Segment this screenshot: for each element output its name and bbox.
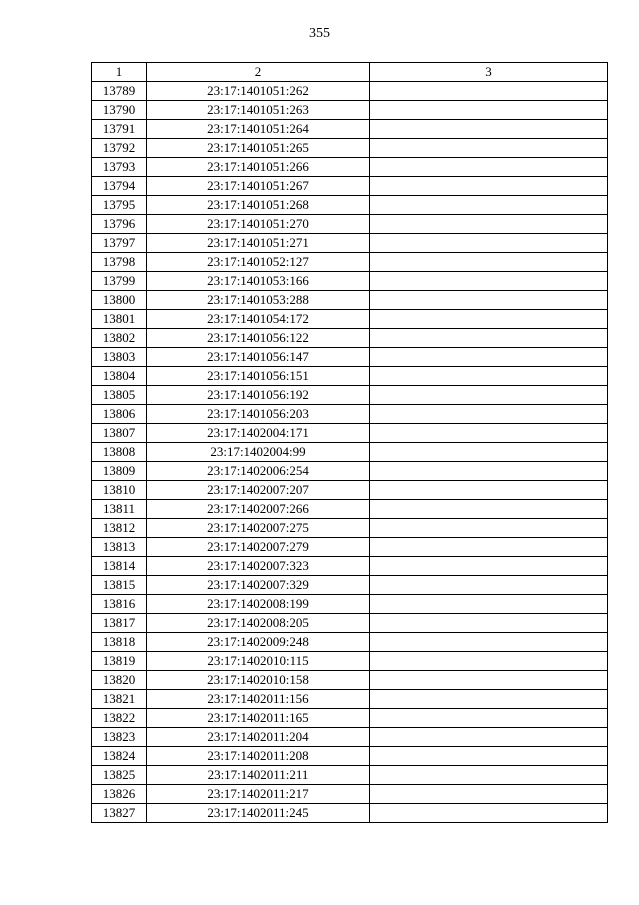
notes-cell [370, 728, 608, 747]
notes-cell [370, 272, 608, 291]
table-row [92, 766, 608, 785]
notes-cell [370, 443, 608, 462]
cadastral-number-cell: 23:17:1401051:271 [147, 234, 370, 253]
cadastral-number-cell: 23:17:1402007:207 [147, 481, 370, 500]
cadastral-number-cell: 23:17:1402010:115 [147, 652, 370, 671]
notes-cell [370, 766, 608, 785]
notes-cell [370, 177, 608, 196]
table-row [92, 709, 608, 728]
notes-cell [370, 405, 608, 424]
table-row [92, 671, 608, 690]
table-row [92, 101, 608, 120]
table-row [92, 386, 608, 405]
cadastral-number-cell: 23:17:1401056:192 [147, 386, 370, 405]
table-row [92, 500, 608, 519]
notes-cell [370, 82, 608, 101]
cadastral-number-cell: 23:17:1402007:266 [147, 500, 370, 519]
cadastral-number-cell: 23:17:1402011:156 [147, 690, 370, 709]
row-number-cell: 13808 [92, 443, 147, 462]
cadastral-number-cell: 23:17:1401051:265 [147, 139, 370, 158]
table-row [92, 424, 608, 443]
notes-cell [370, 424, 608, 443]
row-number-cell: 13813 [92, 538, 147, 557]
cadastral-number-cell: 23:17:1402011:165 [147, 709, 370, 728]
table-row [92, 443, 608, 462]
row-number-cell: 13812 [92, 519, 147, 538]
row-number-cell: 13824 [92, 747, 147, 766]
table-row [92, 576, 608, 595]
cadastral-number-cell: 23:17:1402011:204 [147, 728, 370, 747]
table-row [92, 215, 608, 234]
cadastral-number-cell: 23:17:1402007:329 [147, 576, 370, 595]
row-number-cell: 13805 [92, 386, 147, 405]
column-header-1: 1 [92, 63, 147, 82]
row-number-cell: 13810 [92, 481, 147, 500]
table-row [92, 728, 608, 747]
table-header [92, 63, 608, 82]
table-row [92, 139, 608, 158]
row-number-cell: 13820 [92, 671, 147, 690]
row-number-cell: 13809 [92, 462, 147, 481]
cadastral-number-cell: 23:17:1402007:279 [147, 538, 370, 557]
table-row [92, 538, 608, 557]
notes-cell [370, 253, 608, 272]
cadastral-number-cell: 23:17:1402009:248 [147, 633, 370, 652]
notes-cell [370, 120, 608, 139]
row-number-cell: 13823 [92, 728, 147, 747]
row-number-cell: 13791 [92, 120, 147, 139]
cadastral-number-cell: 23:17:1401056:203 [147, 405, 370, 424]
row-number-cell: 13816 [92, 595, 147, 614]
table-row [92, 310, 608, 329]
cadastral-number-cell: 23:17:1401051:264 [147, 120, 370, 139]
cadastral-number-cell: 23:17:1401051:262 [147, 82, 370, 101]
table-row [92, 234, 608, 253]
column-header-3: 3 [370, 63, 608, 82]
row-number-cell: 13819 [92, 652, 147, 671]
cadastral-number-cell: 23:17:1402006:254 [147, 462, 370, 481]
table-row [92, 405, 608, 424]
notes-cell [370, 158, 608, 177]
table-row [92, 690, 608, 709]
notes-cell [370, 348, 608, 367]
row-number-cell: 13815 [92, 576, 147, 595]
registry-table [91, 62, 608, 823]
table-row [92, 481, 608, 500]
table-row [92, 747, 608, 766]
table-row [92, 196, 608, 215]
cadastral-number-cell: 23:17:1402004:99 [147, 443, 370, 462]
cadastral-number-cell: 23:17:1401053:288 [147, 291, 370, 310]
row-number-cell: 13789 [92, 82, 147, 101]
row-number-cell: 13804 [92, 367, 147, 386]
row-number-cell: 13827 [92, 804, 147, 823]
notes-cell [370, 310, 608, 329]
row-number-cell: 13794 [92, 177, 147, 196]
notes-cell [370, 139, 608, 158]
cadastral-number-cell: 23:17:1401054:172 [147, 310, 370, 329]
notes-cell [370, 234, 608, 253]
table-row [92, 291, 608, 310]
cadastral-number-cell: 23:17:1401051:268 [147, 196, 370, 215]
notes-cell [370, 481, 608, 500]
table-row [92, 253, 608, 272]
notes-cell [370, 291, 608, 310]
notes-cell [370, 690, 608, 709]
table-row [92, 804, 608, 823]
notes-cell [370, 519, 608, 538]
notes-cell [370, 595, 608, 614]
cadastral-number-cell: 23:17:1401052:127 [147, 253, 370, 272]
notes-cell [370, 196, 608, 215]
row-number-cell: 13799 [92, 272, 147, 291]
row-number-cell: 13814 [92, 557, 147, 576]
table-row [92, 652, 608, 671]
notes-cell [370, 633, 608, 652]
cadastral-number-cell: 23:17:1402008:199 [147, 595, 370, 614]
cadastral-number-cell: 23:17:1402011:217 [147, 785, 370, 804]
row-number-cell: 13821 [92, 690, 147, 709]
table-body [92, 82, 608, 823]
row-number-cell: 13800 [92, 291, 147, 310]
table-row [92, 519, 608, 538]
cadastral-number-cell: 23:17:1402010:158 [147, 671, 370, 690]
column-header-2: 2 [147, 63, 370, 82]
cadastral-number-cell: 23:17:1402011:208 [147, 747, 370, 766]
page-number: 355 [309, 26, 330, 41]
notes-cell [370, 804, 608, 823]
cadastral-number-cell: 23:17:1401051:267 [147, 177, 370, 196]
cadastral-number-cell: 23:17:1402008:205 [147, 614, 370, 633]
notes-cell [370, 557, 608, 576]
row-number-cell: 13801 [92, 310, 147, 329]
notes-cell [370, 709, 608, 728]
cadastral-number-cell: 23:17:1402011:211 [147, 766, 370, 785]
notes-cell [370, 386, 608, 405]
table-row [92, 329, 608, 348]
table-row [92, 177, 608, 196]
table-row [92, 272, 608, 291]
cadastral-number-cell: 23:17:1401051:263 [147, 101, 370, 120]
notes-cell [370, 329, 608, 348]
cadastral-number-cell: 23:17:1401056:151 [147, 367, 370, 386]
row-number-cell: 13797 [92, 234, 147, 253]
table-row [92, 348, 608, 367]
table-row [92, 120, 608, 139]
notes-cell [370, 101, 608, 120]
cadastral-number-cell: 23:17:1401051:270 [147, 215, 370, 234]
row-number-cell: 13817 [92, 614, 147, 633]
row-number-cell: 13793 [92, 158, 147, 177]
row-number-cell: 13818 [92, 633, 147, 652]
cadastral-number-cell: 23:17:1402004:171 [147, 424, 370, 443]
notes-cell [370, 215, 608, 234]
table-row [92, 82, 608, 101]
row-number-cell: 13795 [92, 196, 147, 215]
notes-cell [370, 538, 608, 557]
row-number-cell: 13811 [92, 500, 147, 519]
notes-cell [370, 462, 608, 481]
table-row [92, 614, 608, 633]
row-number-cell: 13798 [92, 253, 147, 272]
row-number-cell: 13826 [92, 785, 147, 804]
cadastral-number-cell: 23:17:1402007:275 [147, 519, 370, 538]
row-number-cell: 13802 [92, 329, 147, 348]
notes-cell [370, 614, 608, 633]
row-number-cell: 13822 [92, 709, 147, 728]
table-row [92, 367, 608, 386]
cadastral-number-cell: 23:17:1401056:122 [147, 329, 370, 348]
cadastral-number-cell: 23:17:1401051:266 [147, 158, 370, 177]
table-row [92, 633, 608, 652]
table-row [92, 462, 608, 481]
notes-cell [370, 500, 608, 519]
notes-cell [370, 671, 608, 690]
row-number-cell: 13792 [92, 139, 147, 158]
row-number-cell: 13796 [92, 215, 147, 234]
row-number-cell: 13806 [92, 405, 147, 424]
table-row [92, 785, 608, 804]
row-number-cell: 13825 [92, 766, 147, 785]
notes-cell [370, 652, 608, 671]
table-row [92, 557, 608, 576]
notes-cell [370, 785, 608, 804]
table-row [92, 595, 608, 614]
header-row [92, 63, 608, 82]
row-number-cell: 13790 [92, 101, 147, 120]
cadastral-number-cell: 23:17:1402011:245 [147, 804, 370, 823]
notes-cell [370, 747, 608, 766]
notes-cell [370, 576, 608, 595]
row-number-cell: 13803 [92, 348, 147, 367]
cadastral-number-cell: 23:17:1401056:147 [147, 348, 370, 367]
table-row [92, 158, 608, 177]
row-number-cell: 13807 [92, 424, 147, 443]
notes-cell [370, 367, 608, 386]
cadastral-number-cell: 23:17:1402007:323 [147, 557, 370, 576]
cadastral-number-cell: 23:17:1401053:166 [147, 272, 370, 291]
